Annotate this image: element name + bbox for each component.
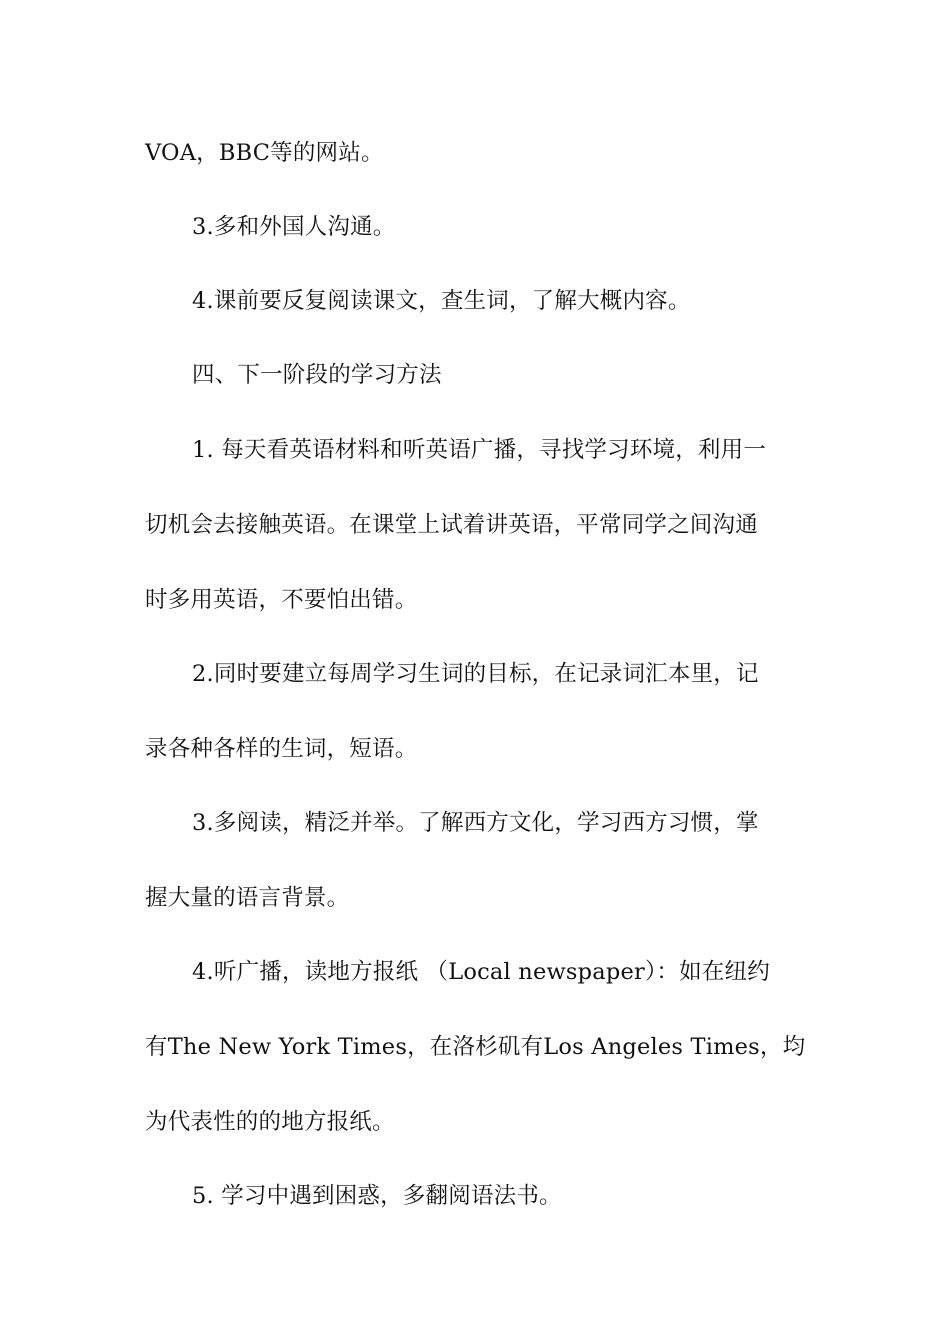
text-line: 时多用英语，不要怕出错。	[145, 587, 418, 613]
text-line: 1. 每天看英语材料和听英语广播，寻找学习环境，利用一	[192, 437, 767, 463]
text-line: 5. 学习中遇到困惑，多翻阅语法书。	[192, 1183, 562, 1209]
text-line: 录各种各样的生词，短语。	[145, 736, 418, 762]
text-line: VOA，BBC等的网站。	[145, 140, 384, 166]
text-line: 3.多阅读，精泛并举。了解西方文化，学习西方习惯，掌	[192, 810, 759, 836]
text-line: 有The New York Times，在洛杉矶有Los Angeles Times，均	[145, 1034, 806, 1060]
text-line: 2.同时要建立每周学习生词的目标，在记录词汇本里，记	[192, 661, 759, 687]
text-line: 握大量的语言背景。	[145, 885, 350, 911]
text-line: 4.课前要反复阅读课文，查生词，了解大概内容。	[192, 288, 691, 314]
section-heading: 四、下一阶段的学习方法	[192, 362, 442, 388]
text-line: 切机会去接触英语。在课堂上试着讲英语，平常同学之间沟通	[145, 512, 758, 538]
text-line: 为代表性的的地方报纸。	[145, 1109, 395, 1135]
text-line: 3.多和外国人沟通。	[192, 214, 396, 240]
text-line: 4.听广播，读地方报纸 （Local newspaper）：如在纽约	[192, 959, 770, 985]
